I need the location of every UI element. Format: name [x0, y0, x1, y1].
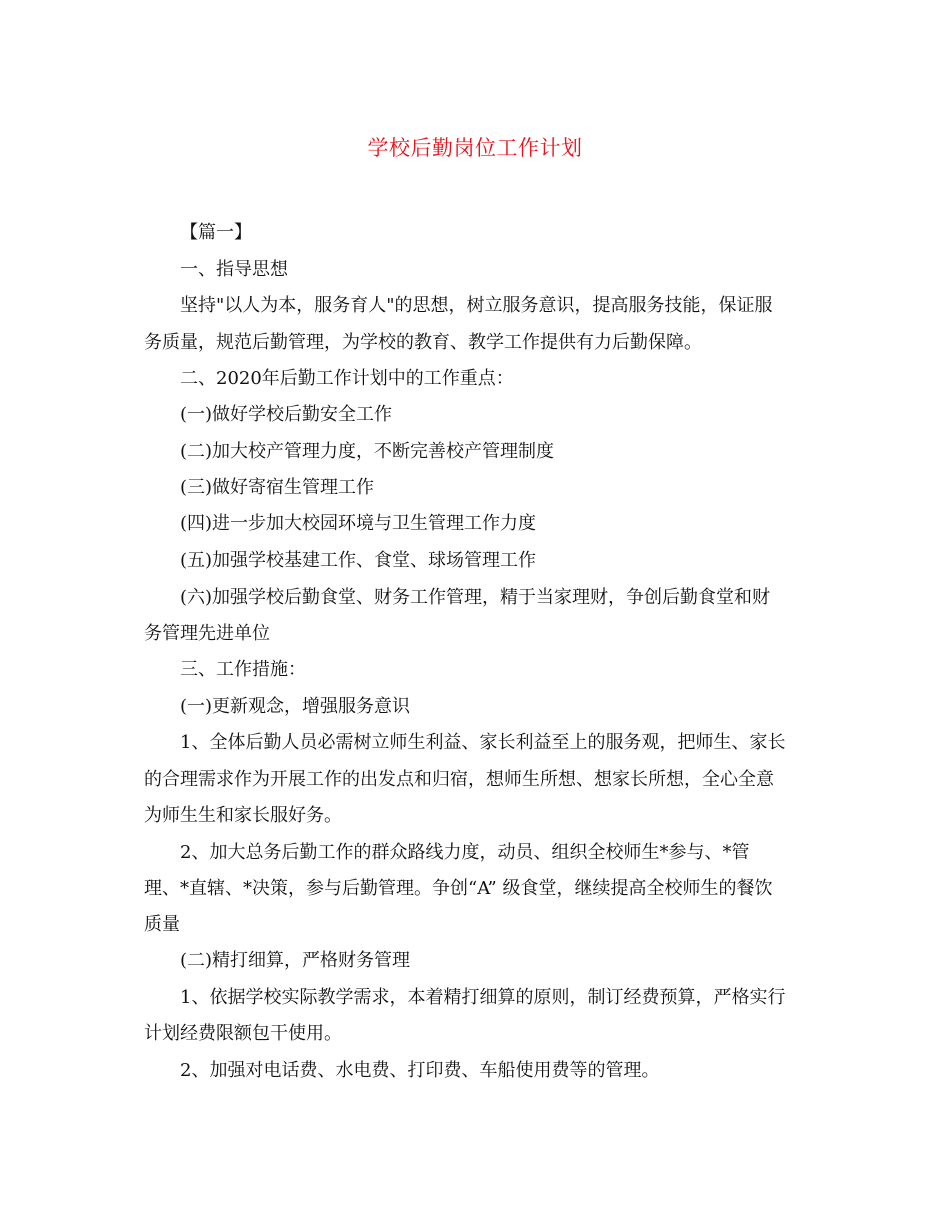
list-item: (一)做好学校后勤安全工作 [180, 404, 393, 425]
list-item: (六)加强学校后勤食堂、财务工作管理，精于当家理财，争创后勤食堂和财 [180, 587, 771, 608]
list-item-continuation: 务管理先进单位 [144, 623, 270, 644]
list-item: (三)做好寄宿生管理工作 [180, 477, 375, 498]
subheading: (一)更新观念，增强服务意识 [180, 696, 411, 717]
list-item: (四)进一步加大校园环境与卫生管理工作力度 [180, 513, 537, 534]
section-heading-part-one: 【篇一】 [180, 222, 252, 243]
paragraph-line: 务质量，规范后勤管理，为学校的教育、教学工作提供有力后勤保障。 [144, 332, 702, 353]
paragraph-line: 1、依据学校实际教学需求，本着精打细算的原则，制订经费预算，严格实行 [180, 987, 786, 1008]
heading-work-measures: 三、工作措施： [180, 659, 306, 680]
paragraph-line: 计划经费限额包干使用。 [144, 1023, 342, 1044]
paragraph-line: 2、加大总务后勤工作的群众路线力度，动员、组织全校师生*参与、*管 [180, 842, 750, 863]
paragraph-line: 坚持"以人为本，服务育人"的思想，树立服务意识，提高服务技能，保证服 [180, 295, 773, 316]
subheading: (二)精打细算，严格财务管理 [180, 950, 411, 971]
heading-work-focus: 二、2020年后勤工作计划中的工作重点： [180, 368, 514, 389]
paragraph-line: 2、加强对电话费、水电费、打印费、车船使用费等的管理。 [180, 1060, 660, 1081]
heading-guiding-ideology: 一、指导思想 [180, 259, 288, 280]
paragraph-line: 质量 [144, 914, 180, 935]
document-title: 学校后勤岗位工作计划 [367, 136, 583, 160]
list-item: (二)加大校产管理力度，不断完善校产管理制度 [180, 441, 555, 462]
list-item: (五)加强学校基建工作、食堂、球场管理工作 [180, 550, 537, 571]
paragraph-line: 的合理需求作为开展工作的出发点和归宿，想师生所想、想家长所想，全心全意 [144, 769, 774, 790]
paragraph-line: 理、*直辖、*决策，参与后勤管理。争创“A” 级食堂，继续提高全校师生的餐饮 [144, 878, 773, 899]
paragraph-line: 1、全体后勤人员必需树立师生利益、家长利益至上的服务观，把师生、家长 [180, 732, 786, 753]
paragraph-line: 为师生生和家长服好务。 [144, 805, 342, 826]
